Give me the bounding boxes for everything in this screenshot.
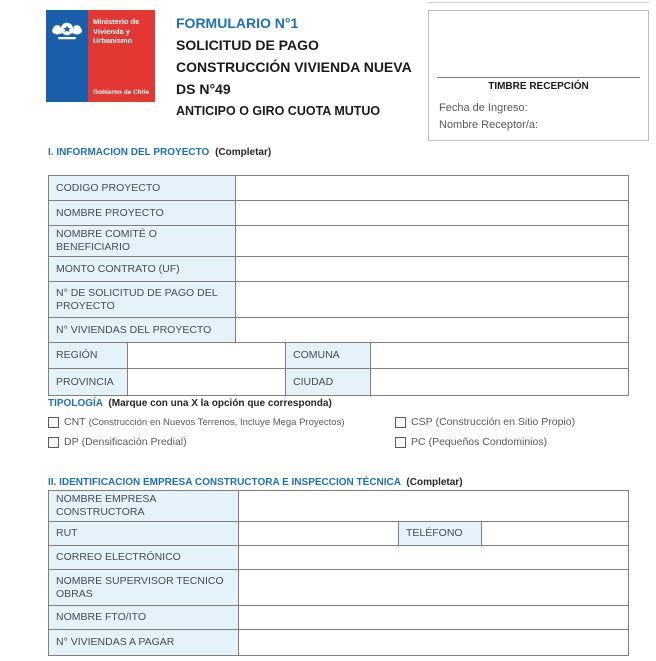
option-code: CNT	[64, 416, 86, 428]
date-of-entry-label: Fecha de Ingreso:	[439, 102, 528, 114]
field-label: NOMBRE PROYECTO	[49, 201, 236, 226]
field-value[interactable]	[236, 318, 629, 343]
field-value[interactable]	[239, 606, 629, 630]
field-label: CORREO ELECTRÓNICO	[49, 546, 239, 570]
option-code: DP	[64, 436, 79, 448]
table-row	[49, 369, 629, 396]
field-value[interactable]	[236, 201, 629, 226]
table-row	[49, 201, 629, 226]
receiver-name-label: Nombre Receptor/a:	[439, 119, 539, 131]
form-number: FORMULARIO N°1	[176, 15, 299, 31]
tipologia-heading	[48, 398, 628, 409]
cnt-checkbox[interactable]	[48, 417, 59, 428]
table-row	[49, 546, 629, 570]
company-info-table	[48, 490, 629, 656]
field-label: REGIÓN	[49, 343, 128, 369]
field-value[interactable]	[236, 282, 629, 318]
option-code: PC	[411, 436, 426, 448]
field-value[interactable]	[239, 522, 399, 546]
table-row	[49, 570, 629, 606]
table-row	[49, 343, 629, 369]
field-label: N° VIVIENDAS DEL PROYECTO	[49, 318, 236, 343]
reception-stamp-box	[428, 10, 649, 141]
field-label: NOMBRE COMITÉ O BENEFICIARIO	[49, 226, 236, 257]
field-label: NOMBRE FTO/ITO	[49, 606, 239, 630]
dp-checkbox[interactable]	[48, 437, 59, 448]
table-row	[49, 257, 629, 282]
project-info-table	[48, 175, 629, 396]
section2-title: II. IDENTIFICACION EMPRESA CONSTRUCTORA E INSPECCION TÉCNICA	[48, 477, 401, 488]
field-label: N° VIVIENDAS A PAGAR	[49, 630, 239, 656]
section2-heading	[48, 477, 463, 488]
table-row	[49, 282, 629, 318]
option-csp	[395, 416, 628, 429]
section1-hint: (Completar)	[215, 147, 272, 158]
pc-checkbox[interactable]	[395, 437, 406, 448]
field-value[interactable]	[128, 369, 286, 396]
option-dp	[48, 436, 395, 449]
form-title-line: CONSTRUCCIÓN VIVIENDA NUEVA	[176, 59, 412, 75]
option-pc	[395, 436, 628, 449]
page-edge-line	[428, 2, 649, 3]
table-row	[49, 491, 629, 522]
tipologia-title: TIPOLOGÍA	[48, 398, 103, 409]
field-value[interactable]	[128, 343, 286, 369]
csp-checkbox[interactable]	[395, 417, 406, 428]
section2-hint: (Completar)	[406, 477, 463, 488]
field-value[interactable]	[239, 546, 629, 570]
tipologia-section	[48, 398, 628, 449]
stamp-signature-line	[437, 77, 640, 78]
logo-blue-panel	[46, 10, 88, 102]
government-label: Gobierno de Chile	[93, 89, 149, 96]
option-desc: (Densificación Predial)	[81, 436, 187, 448]
section1-title: I. INFORMACION DEL PROYECTO	[48, 147, 210, 158]
field-value[interactable]	[482, 522, 629, 546]
field-value[interactable]	[236, 176, 629, 201]
form-title-block	[176, 12, 412, 122]
field-label: CIUDAD	[286, 369, 371, 396]
tipologia-hint: (Marque con una X la opción que corresponda)	[108, 398, 332, 409]
field-label: RUT	[49, 522, 239, 546]
field-value[interactable]	[236, 257, 629, 282]
option-cnt	[48, 416, 395, 429]
form-title-line: SOLICITUD DE PAGO	[176, 37, 319, 53]
field-value[interactable]	[239, 491, 629, 522]
field-label: N° DE SOLICITUD DE PAGO DEL PROYECTO	[49, 282, 236, 318]
stamp-label: TIMBRE RECEPCIÓN	[488, 81, 589, 92]
field-label: TELÉFONO	[399, 522, 482, 546]
field-label: NOMBRE EMPRESA CONSTRUCTORA	[49, 491, 239, 522]
field-value[interactable]	[239, 630, 629, 656]
logo-red-panel	[88, 10, 155, 102]
option-desc: (Construcción en Sitio Propio)	[435, 416, 576, 428]
field-label: CODIGO PROYECTO	[49, 176, 236, 201]
field-label: MONTO CONTRATO (UF)	[49, 257, 236, 282]
form-subtitle: ANTICIPO O GIRO CUOTA MUTUO	[176, 104, 381, 118]
table-row	[49, 226, 629, 257]
field-value[interactable]	[236, 226, 629, 257]
option-desc: (Construcción en Nuevos Terrenos, Incluye Mega Proyectos)	[88, 417, 345, 428]
form-title-line: DS N°49	[176, 81, 231, 97]
field-value[interactable]	[239, 570, 629, 606]
table-row	[49, 606, 629, 630]
option-code: CSP	[411, 416, 433, 428]
ministry-logo	[46, 10, 155, 102]
field-label: COMUNA	[286, 343, 371, 369]
table-row	[49, 318, 629, 343]
ministry-name: Ministerio de Vivienda y Urbanismo	[93, 17, 140, 45]
field-label: NOMBRE SUPERVISOR TECNICO OBRAS	[49, 570, 239, 606]
field-value[interactable]	[371, 369, 629, 396]
table-row	[49, 522, 629, 546]
table-row	[49, 176, 629, 201]
table-row	[49, 630, 629, 656]
field-label: PROVINCIA	[49, 369, 128, 396]
option-desc: (Pequeños Condominios)	[428, 436, 548, 448]
section1-heading	[48, 147, 271, 158]
field-value[interactable]	[371, 343, 629, 369]
